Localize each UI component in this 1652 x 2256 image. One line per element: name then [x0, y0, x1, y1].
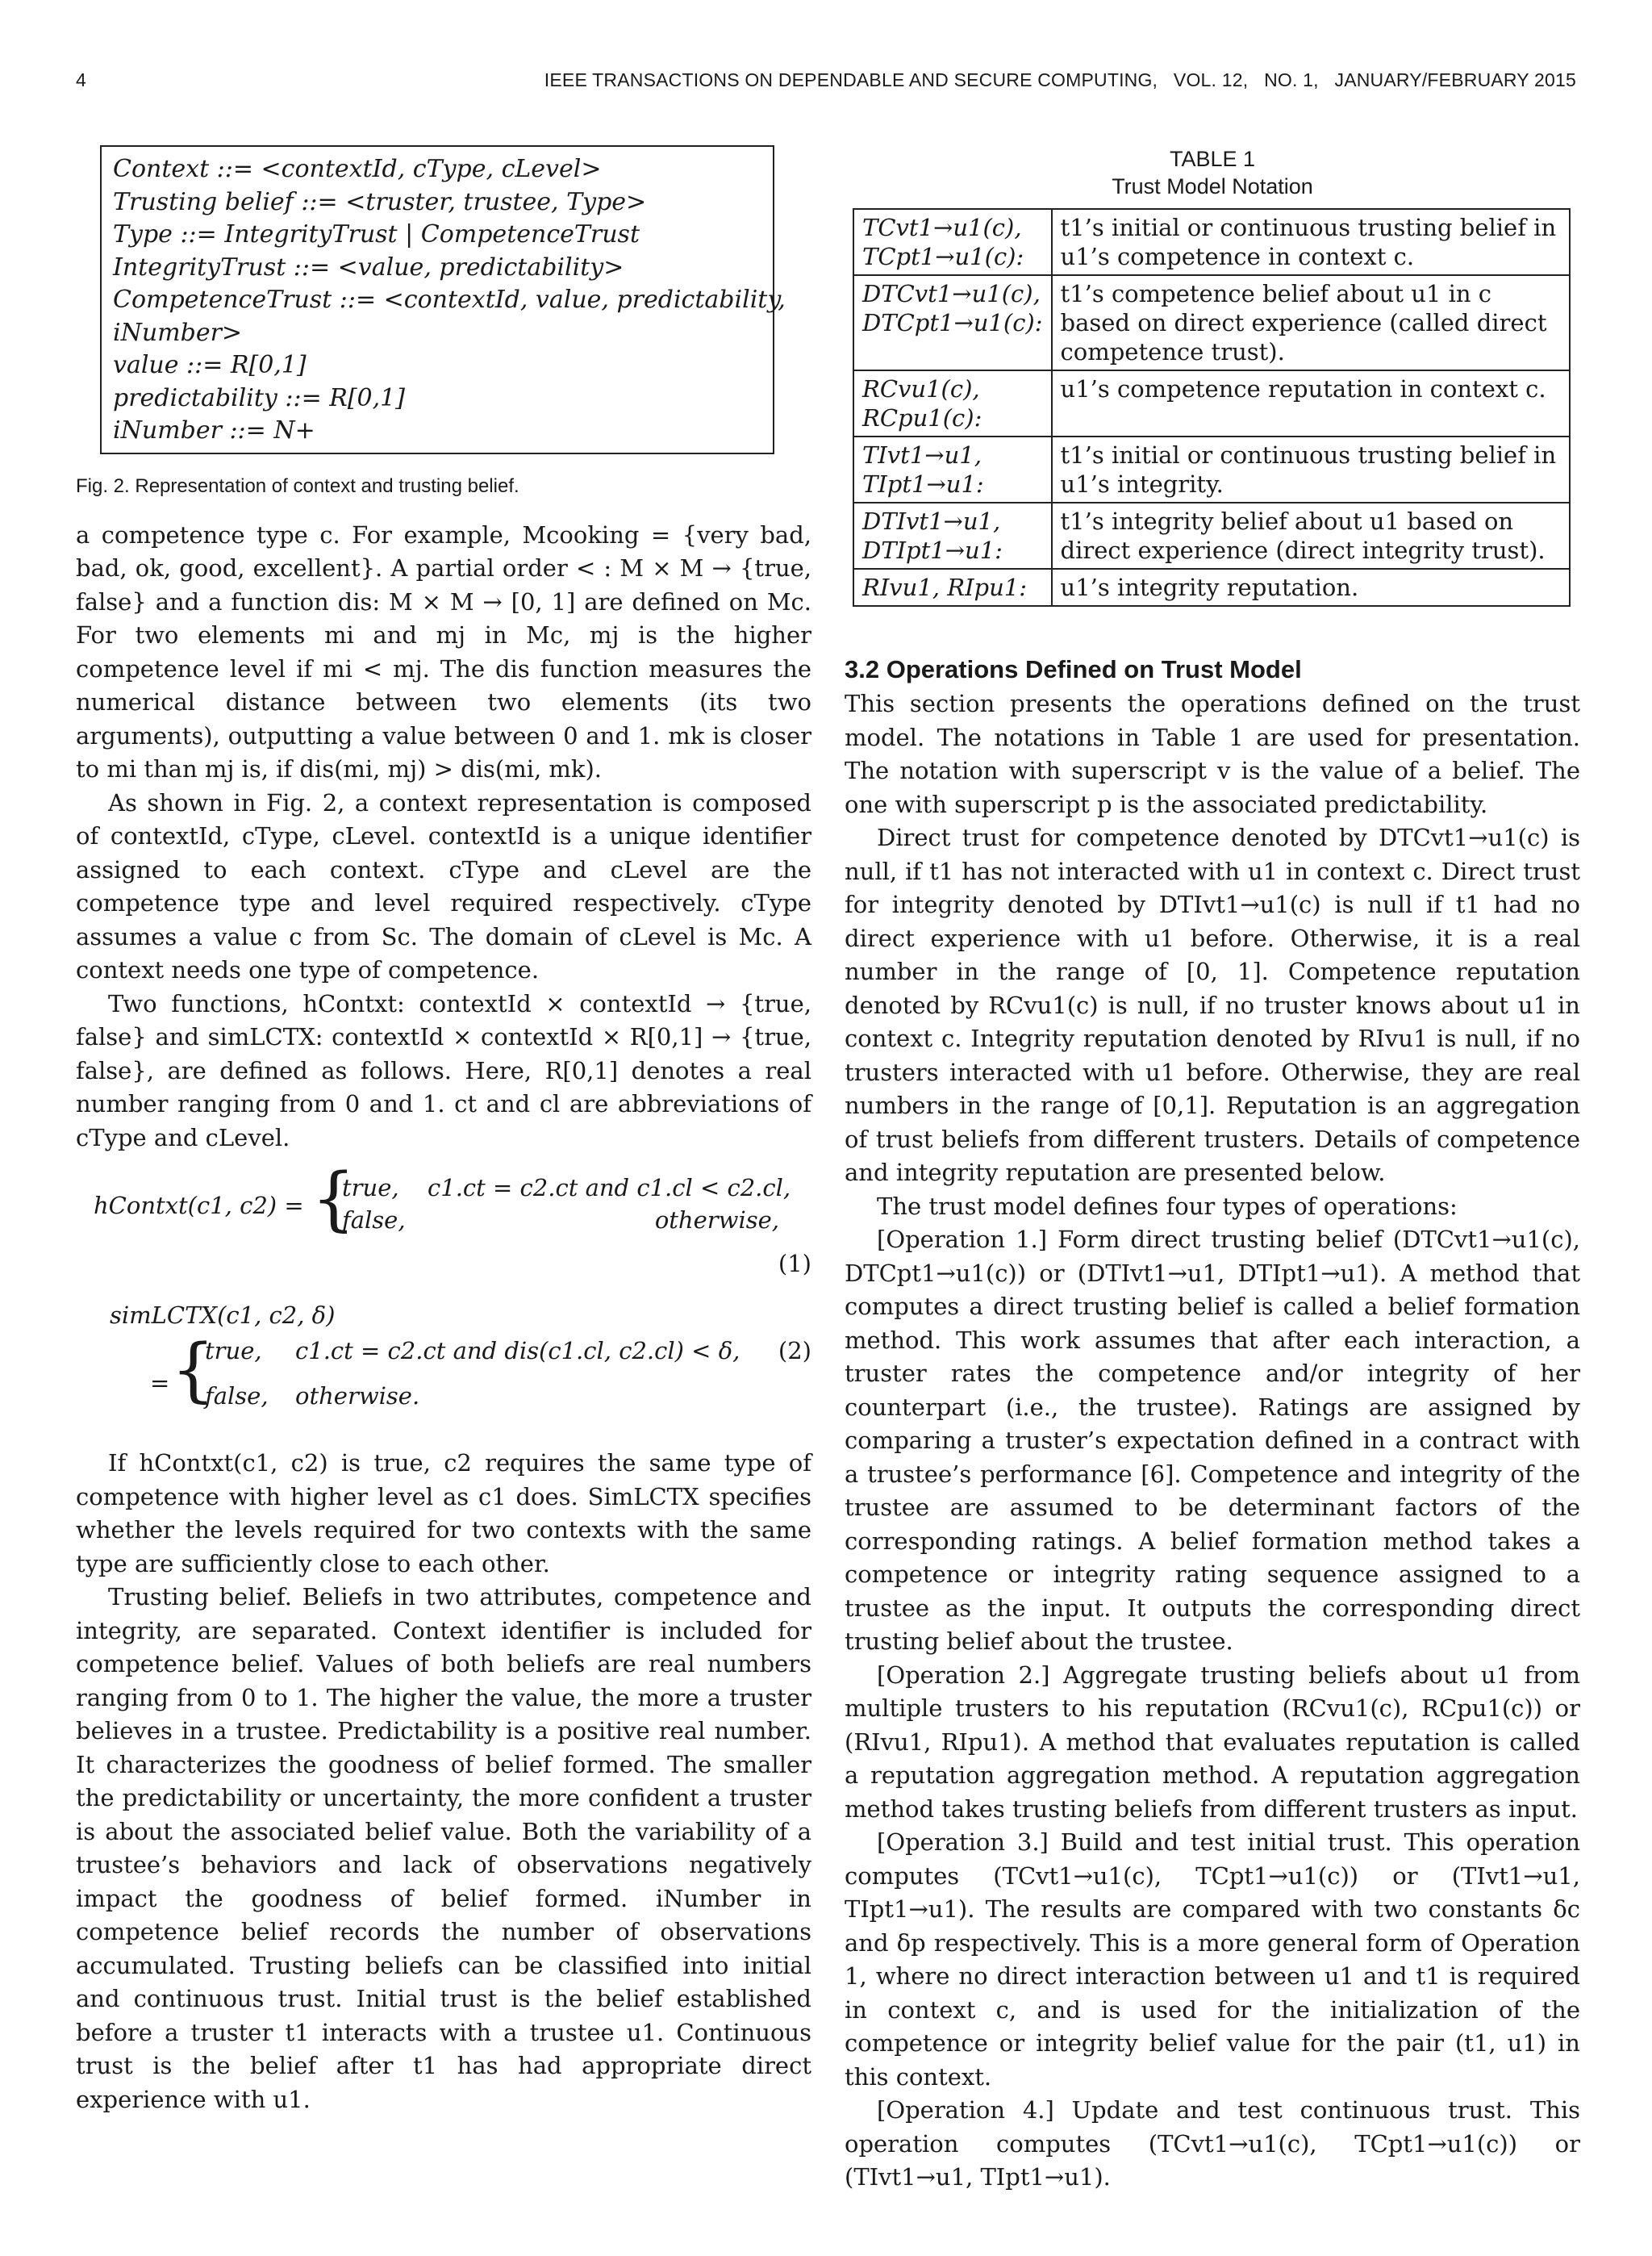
table-symbol: RIvu1, RIpu1:: [853, 569, 1052, 606]
paragraph: As shown in Fig. 2, a context representation is composed of contextId, cType, cLevel. contextId is a unique identifier assigned to each context. cType and cLevel are the competence type and level required respectively. cType assumes a value c from Sc. The domain of cLevel is Mc. A context needs one type of competence.: [76, 788, 811, 984]
paragraph: [Operation 2.] Aggregate trusting beliefs about u1 from multiple trusters to his reputation (RCvu1(c), RCpu1(c)) or (RIvu1, RIpu1). A method that evaluates reputation is called a reputation aggregation method. A reputation aggregation method takes trusting beliefs from different trusters as input.: [845, 1661, 1580, 1823]
case-value: false,: [205, 1382, 269, 1410]
table-row: [853, 437, 1570, 503]
left-column: [76, 145, 811, 2116]
case-condition: otherwise,: [654, 1206, 779, 1234]
section-heading: 3.2 Operations Defined on Trust Model: [845, 655, 1302, 683]
figure-2-caption: Fig. 2. Representation of context and trusting belief.: [76, 474, 519, 497]
equation-2: [76, 1301, 811, 1423]
figure-line: Type ::= IntegrityTrust | CompetenceTrust: [113, 220, 640, 249]
table-symbol: DTCvt1→u1(c), DTCpt1→u1(c):: [853, 275, 1052, 370]
case-value: false,: [342, 1206, 406, 1234]
brace-symbol: {: [171, 1330, 215, 1410]
table-title: Trust Model Notation: [1112, 174, 1313, 198]
table-description: t1’s integrity belief about u1 based on direct experience (direct integrity trust).: [1052, 503, 1570, 569]
table-row: [853, 209, 1570, 275]
table-description: u1’s competence reputation in context c.: [1052, 370, 1570, 437]
table-symbol: RCvu1(c), RCpu1(c):: [853, 370, 1052, 437]
table-symbol: DTIvt1→u1, DTIpt1→u1:: [853, 503, 1052, 569]
table-description: t1’s initial or continuous trusting belief in u1’s competence in context c.: [1052, 209, 1570, 275]
paragraph: If hContxt(c1, c2) is true, c2 requires the same type of competence with higher level as c1 does. SimLCTX specifies whether the levels required for two contexts with the same type are sufficiently close to each other.: [76, 1449, 811, 1577]
figure-line: iNumber>: [113, 318, 243, 347]
paragraph: This section presents the operations defined on the trust model. The notations in Table 1 are used for presentation. The notation with superscript v is the value of a belief. The one with superscript p is the associated predictability.: [845, 690, 1580, 818]
table-row: [853, 370, 1570, 437]
paragraph: [Operation 4.] Update and test continuous trust. This operation computes (TCvt1→u1(c), TCpt1→u1(c)) or (TIvt1→u1, TIpt1→u1).: [845, 2096, 1580, 2191]
table-symbol: TCvt1→u1(c), TCpt1→u1(c):: [853, 209, 1052, 275]
table-description: t1’s competence belief about u1 in c based on direct experience (called direct competence trust).: [1052, 275, 1570, 370]
equation-number: (1): [778, 1250, 811, 1277]
case-condition: otherwise.: [295, 1382, 420, 1410]
case-value: true,: [342, 1174, 399, 1201]
figure-line: IntegrityTrust ::= <value, predictability>: [113, 253, 624, 282]
figure-2-box: [100, 145, 786, 454]
equation-lhs: hContxt(c1, c2) =: [94, 1192, 304, 1219]
paragraph: Direct trust for competence denoted by DTCvt1→u1(c) is null, if t1 has not interacted with u1 in context c. Direct trust for integrity denoted by DTIvt1→u1(c) is null if t1 had no direct experience with u1 before. Otherwise, it is a real number in the range of [0, 1]. Competence reputation denoted by RCvu1(c) is null, if no truster knows about u1 in context c. Integrity reputation denoted by RIvu1 is null, if no trusters interacted with u1 before. Otherwise, they are real numbers in the range of [0,1]. Reputation is an aggregation of trust beliefs from different trusters. Details of competence and integrity reputation are presented below.: [845, 824, 1580, 1186]
table-description: t1’s initial or continuous trusting belief in u1’s integrity.: [1052, 437, 1570, 503]
table-row: [853, 569, 1570, 606]
page-number: 4: [76, 69, 86, 90]
paragraph: a competence type c. For example, Mcooking = {very bad, bad, ok, good, excellent}. A partial order < : M × M → {true, false} and a function dis: M × M → [0, 1] are defined on Mc. For two elements mi and mj in Mc, mj is the higher competence level if mi < mj. The dis function measures the numerical distance between two elements (its two arguments), outputting a value between 0 and 1. mk is closer to mi than mj is, if dis(mi, mj) > dis(mi, mk).: [76, 520, 811, 783]
figure-line: iNumber ::= N+: [113, 416, 315, 445]
table-row: [853, 503, 1570, 569]
table-symbol: TIvt1→u1, TIpt1→u1:: [853, 437, 1052, 503]
table-label: TABLE 1: [1169, 147, 1256, 171]
paragraph: Trusting belief. Beliefs in two attributes, competence and integrity, are separated. Context identifier is included for competence belief. Values of both beliefs are real numbers ranging from 0 to 1. The higher the value, the more a truster believes in a trustee. Predictability is a positive real number. It characterizes the goodness of belief formed. The smaller the predictability or uncertainty, the more confident a truster is about the associated belief value. Both the variability of a trustee’s behaviors and lack of observations negatively impact the goodness of belief formed. iNumber in competence belief records the number of observations accumulated. Trusting beliefs can be classified into initial and continuous trust. Initial trust is the belief established before a truster t1 interacts with a trustee u1. Continuous trust is the belief after t1 has had appropriate direct experience with u1.: [76, 1583, 811, 2113]
paragraph: [Operation 3.] Build and test initial trust. This operation computes (TCvt1→u1(c), TCpt1→u1(c)) or (TIvt1→u1, TIpt1→u1). The results are compared with two constants δc and δp respectively. This is a more general form of Operation 1, where no direct interaction between u1 and t1 is required in context c, and is used for the initialization of the competence or integrity belief value for the pair (t1, u1) in this context.: [845, 1828, 1580, 2091]
figure-line: predictability ::= R[0,1]: [113, 383, 405, 412]
paragraph: Two functions, hContxt: contextId × contextId → {true, false} and simLCTX: contextId × contextId × R[0,1] → {true, false}, are defined as follows. Here, R[0,1] denotes a real number ranging from 0 and 1. ct and cl are abbreviations of cType and cLevel.: [76, 989, 811, 1151]
figure-line: value ::= R[0,1]: [113, 351, 307, 379]
equation-1: [76, 1159, 811, 1242]
figure-line: Context ::= <contextId, cType, cLevel>: [113, 155, 602, 183]
case-value: true,: [205, 1337, 262, 1364]
running-head: IEEE TRANSACTIONS ON DEPENDABLE AND SECURE COMPUTING, VOL. 12, NO. 1, JANUARY/FEBRUARY 2015: [544, 69, 1576, 90]
figure-line: Trusting belief ::= <truster, trustee, Type>: [113, 187, 647, 216]
table-description: u1’s integrity reputation.: [1052, 569, 1570, 606]
equals-sign: =: [150, 1369, 170, 1397]
table-row: [853, 275, 1570, 370]
figure-line: CompetenceTrust ::= <contextId, value, predictability,: [113, 286, 786, 314]
equation-number: (2): [778, 1337, 811, 1364]
paragraph: [Operation 1.] Form direct trusting belief (DTCvt1→u1(c), DTCpt1→u1(c)) or (DTIvt1→u1, DTIpt1→u1). A method that computes a direct trusting belief is called a belief formation method. This work assumes that after each interaction, a truster rates the competence and/or integrity of her counterpart (i.e., the trustee). Ratings are assigned by comparing a truster’s expectation defined in a contract with a trustee’s performance [6]. Competence and integrity of the trustee are assumed to be determinant factors of the corresponding ratings. A belief formation method takes a competence or integrity rating sequence assigned to a trustee as the input. It outputs the corresponding direct trusting belief about the trustee.: [845, 1226, 1580, 1655]
notation-table: [853, 208, 1571, 607]
right-column: [845, 145, 1580, 2195]
paragraph: The trust model defines four types of operations:: [877, 1192, 1458, 1220]
equation-lhs: simLCTX(c1, c2, δ): [110, 1301, 336, 1329]
brace-symbol: {: [311, 1159, 356, 1239]
case-condition: c1.ct = c2.ct and dis(c1.cl, c2.cl) < δ,: [295, 1337, 740, 1364]
case-condition: c1.ct = c2.ct and c1.cl < c2.cl,: [428, 1174, 791, 1201]
